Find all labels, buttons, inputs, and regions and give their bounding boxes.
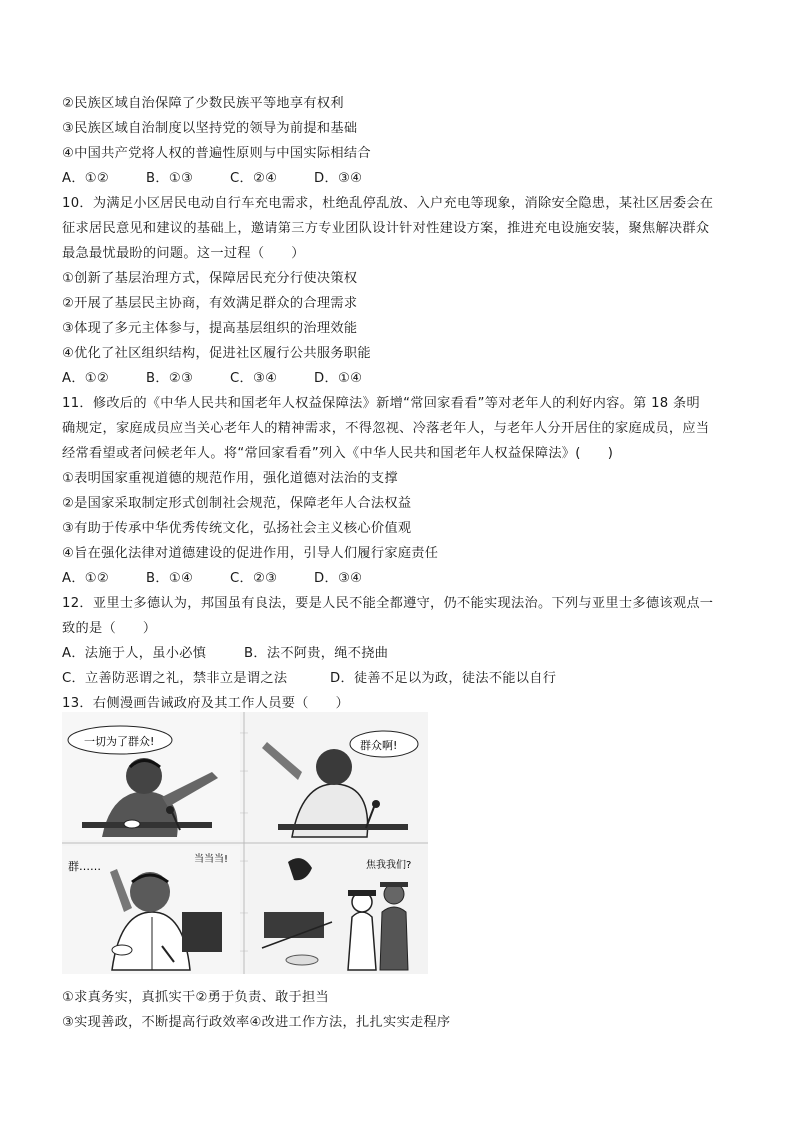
q13-stem-line-1: 13．右侧漫画告诫政府及其工作人员要（ ）	[62, 696, 350, 711]
q10-option-c[interactable]: C．③④	[230, 371, 278, 386]
comic-panel-3	[62, 846, 240, 974]
comic-bubble-1: 一切为了群众!	[84, 735, 155, 748]
q9-option-a[interactable]: A．①②	[62, 171, 110, 186]
q10-option-a[interactable]: A．①②	[62, 371, 110, 386]
q10-option-d[interactable]: D．①④	[314, 371, 363, 386]
q11-statement-2: ②是国家采取制定形式创制社会规范，保障老年人合法权益	[62, 496, 412, 511]
q11-statement-1: ①表明国家重视道德的规范作用，强化道德对法治的支撑	[62, 471, 398, 486]
comic-panel-1	[62, 712, 240, 840]
q10-statement-3: ③体现了多元主体参与，提高基层组织的治理效能	[62, 321, 358, 336]
q11-option-a[interactable]: A．①②	[62, 571, 110, 586]
comic-bubble-2: 群众啊!	[360, 739, 398, 752]
q12-option-a[interactable]: A．法施于人，虽小必慎	[62, 646, 207, 661]
q13-statements-3-4: ③实现善政，不断提高行政效率④改进工作方法，扎扎实实走程序	[62, 1015, 451, 1030]
q9-option-b[interactable]: B．①③	[146, 171, 194, 186]
q12-options-row-2	[62, 667, 556, 686]
q9-statement-3: ③民族区域自治制度以坚持党的领导为前提和基础	[62, 121, 358, 136]
q9-option-d[interactable]: D．③④	[314, 171, 363, 186]
q12-options-row-1	[62, 642, 388, 661]
comic-panel-2	[248, 712, 428, 840]
q11-statement-4: ④旨在强化法律对道德建设的促进作用，引导人们履行家庭责任	[62, 546, 439, 561]
comic-panel-4	[248, 846, 428, 974]
q12-stem-line-2: 致的是（ ）	[62, 621, 157, 636]
q13-cartoon	[62, 712, 428, 974]
q9-statement-4: ④中国共产党将人权的普遍性原则与中国实际相结合	[62, 146, 371, 161]
q10-statement-1: ①创新了基层治理方式，保障居民充分行使决策权	[62, 271, 358, 286]
q11-option-b[interactable]: B．①④	[146, 571, 194, 586]
q10-stem-line-1: 10．为满足小区居民电动自行车充电需求，杜绝乱停乱放、入户充电等现象，消除安全隐患，某社区居委会在	[62, 196, 714, 211]
q10-option-b[interactable]: B．②③	[146, 371, 194, 386]
comic-bubble-3: 群……	[68, 860, 101, 873]
q10-statement-4: ④优化了社区组织结构，促进社区履行公共服务职能	[62, 346, 371, 361]
q11-stem-line-2: 确规定，家庭成员应当关心老年人的精神需求，不得忽视、冷落老年人，与老年人分开居住的家庭成员，应当	[62, 421, 710, 436]
comic-bubble-4: 当当当!	[194, 854, 229, 865]
q11-stem-line-1: 11．修改后的《中华人民共和国老年人权益保障法》新增“常回家看看”等对老年人的利好内容。第 18 条明	[62, 396, 700, 411]
q12-option-d[interactable]: D．徒善不足以为政，徒法不能以自行	[330, 671, 557, 686]
q9-options	[62, 167, 362, 186]
q12-option-c[interactable]: C．立善防恶谓之礼，禁非立是谓之法	[62, 671, 288, 686]
q9-option-c[interactable]: C．②④	[230, 171, 278, 186]
q11-statement-3: ③有助于传承中华优秀传统文化，弘扬社会主义核心价值观	[62, 521, 412, 536]
q11-options	[62, 567, 362, 586]
q10-stem-line-2: 征求居民意见和建议的基础上，邀请第三方专业团队设计针对性建设方案，推进充电设施安装，聚焦解决群众	[62, 221, 710, 236]
q10-stem-line-3: 最急最忧最盼的问题。这一过程（ ）	[62, 246, 305, 261]
q9-statement-2: ②民族区域自治保障了少数民族平等地享有权利	[62, 96, 344, 111]
q11-stem-line-3: 经常看望或者问候老年人。将“常回家看看”列入《中华人民共和国老年人权益保障法》( )	[62, 446, 614, 461]
q11-option-d[interactable]: D．③④	[314, 571, 363, 586]
q10-options	[62, 367, 362, 386]
q13-statements-1-2: ①求真务实，真抓实干②勇于负责、敢于担当	[62, 990, 330, 1005]
q11-option-c[interactable]: C．②③	[230, 571, 278, 586]
q12-stem-line-1: 12．亚里士多德认为，邦国虽有良法，要是人民不能全都遵守，仍不能实现法治。下列与亚里士多德该观点一	[62, 596, 714, 611]
q10-statement-2: ②开展了基层民主协商，有效满足群众的合理需求	[62, 296, 358, 311]
q12-option-b[interactable]: B．法不阿贵，绳不挠曲	[244, 646, 389, 661]
comic-bubble-5: 焦我我们?	[366, 860, 412, 871]
